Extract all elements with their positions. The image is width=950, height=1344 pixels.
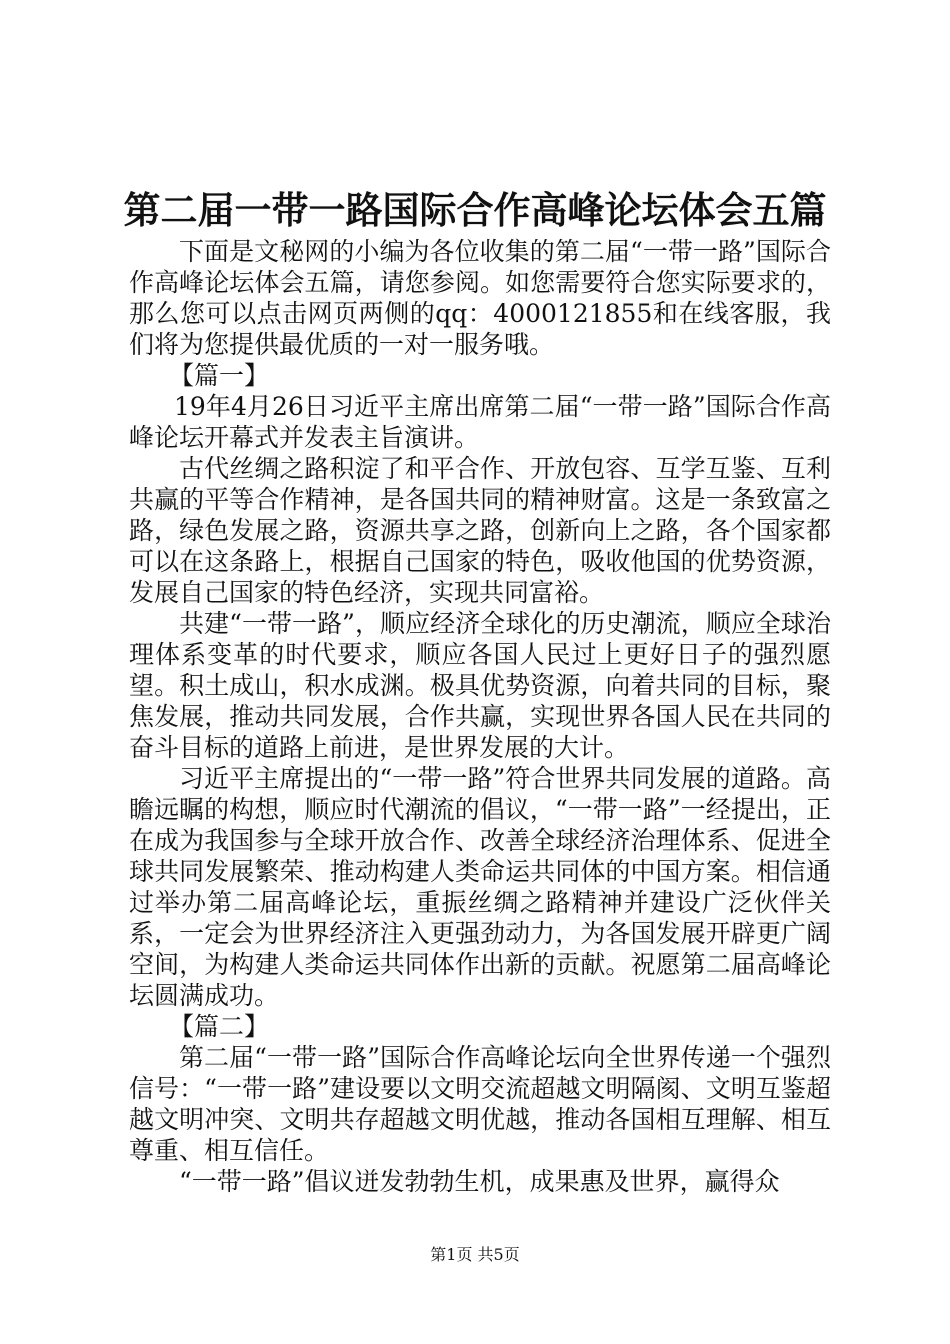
body-paragraph: 习近平主席提出的“一带一路”符合世界共同发展的道路。高瞻远瞩的构想，顺应时代潮流的倡议，“一带一路”一经提出，正在成为我国参与全球开放合作、改善全球经济治理体系、促进全球共同发展繁荣、推动构建人类命运共同体的中国方案。相信通过举办第二届高峰论坛，重振丝绸之路精神并建设广泛伙伴关系，一定会为世界经济注入更强劲动力，为各国发展开辟更广阔空间，为构建人类命运共同体作出新的贡献。祝愿第二届高峰论坛圆满成功。	[129, 764, 831, 1010]
section-heading-1: 【篇一】	[169, 361, 270, 390]
intro-paragraph: 下面是文秘网的小编为各位收集的第二届“一带一路”国际合作高峰论坛体会五篇，请您参阅。如您需要符合您实际要求的，那么您可以点击网页两侧的qq：4000121855和在线客服，我们将为您提供最优质的一对一服务哦。	[129, 237, 831, 359]
body-paragraph: 古代丝绸之路积淀了和平合作、开放包容、互学互鉴、互利共赢的平等合作精神，是各国共同的精神财富。这是一条致富之路，绿色发展之路，资源共享之路，创新向上之路，各个国家都可以在这条路上，根据自己国家的特色，吸收他国的优势资源，发展自己国家的特色经济，实现共同富裕。	[129, 454, 831, 607]
body-paragraph: 共建“一带一路”，顺应经济全球化的历史潮流，顺应全球治理体系变革的时代要求，顺应各国人民过上更好日子的强烈愿望。积土成山，积水成渊。极具优势资源，向着共同的目标，聚焦发展，推动共同发展，合作共赢，实现世界各国人民在共同的奋斗目标的道路上前进，是世界发展的大计。	[129, 609, 831, 762]
document-title: 第二届一带一路国际合作高峰论坛体会五篇	[123, 188, 827, 232]
document-body	[129, 236, 831, 1197]
body-paragraph: 第二届“一带一路”国际合作高峰论坛向全世界传递一个强烈信号：“一带一路”建设要以文明交流超越文明隔阂、文明互鉴超越文明冲突、文明共存超越文明优越，推动各国相互理解、相互尊重、相互信任。	[129, 1043, 831, 1165]
body-paragraph: “一带一路”倡议迸发勃勃生机，成果惠及世界，赢得众	[179, 1167, 780, 1196]
page-footer: 第1页 共5页	[430, 1245, 520, 1264]
section-heading-2: 【篇二】	[169, 1012, 270, 1041]
body-paragraph: 19年4月26日习近平主席出席第二届“一带一路”国际合作高峰论坛开幕式并发表主旨演讲。	[129, 392, 831, 452]
